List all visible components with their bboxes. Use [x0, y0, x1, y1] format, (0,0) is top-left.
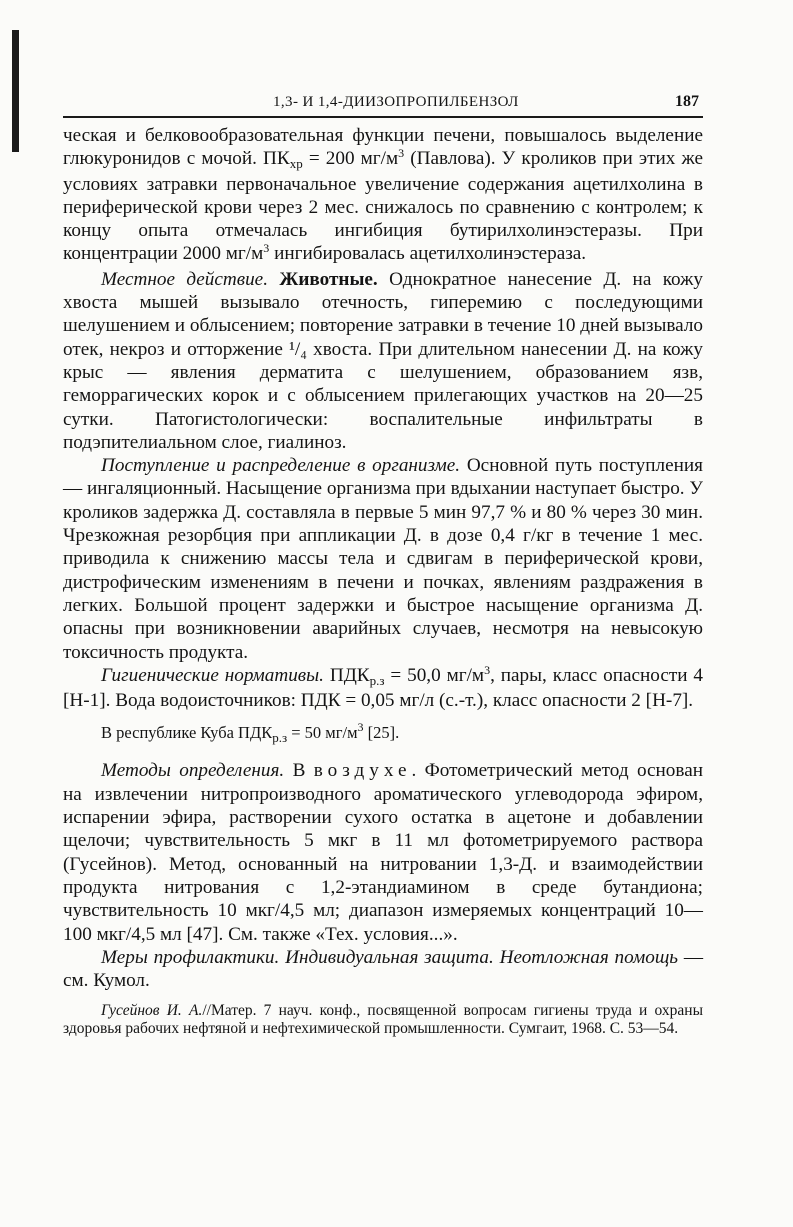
- scan-margin-mark: [12, 30, 19, 152]
- cuba-note: В республике Куба $ПДК_{р.з} = 50$ $мг/м^3$ [25].: [101, 720, 400, 746]
- running-title: 1,3- И 1,4-ДИИЗОПРОПИЛБЕНЗОЛ: [273, 94, 519, 110]
- reference-author: Гусейнов И. А.: [101, 1002, 203, 1020]
- references: [63, 1002, 703, 1037]
- page-number: 187: [675, 93, 699, 110]
- section-heading: Поступление и распределение в организме.: [101, 455, 461, 477]
- paragraph-toxicity-continued: ческая и белковообразовательная функции печени, повышалось выделение глюкуронидов с мочой. $ПК_{хр} = 200$ $мг/м^3$ (Павлова). У кроликов при этих же условиях затравки первоначальное увеличение содержания ацетилхолина в периферической крови через 2 мес. снижалось по сравнению с контролем; к концу опыта отмечалась ингибиция бутирилхолинэстеразы. При концентрации 2000 $мг/м^3$ ингибировалась ацетилхолинэстераза.: [63, 125, 703, 265]
- reference-text: //Матер. 7 науч. конф., посвященной вопросам гигиены труда и охраны здоровья рабочих нефтяной и нефтехимической промышленности. Сумгаит, 1968. С. 53—54.: [63, 1002, 704, 1037]
- section-heading: Гигиенические нормативы.: [101, 664, 324, 686]
- book-page: [63, 93, 703, 1037]
- paragraph-methods: Методы определения. В воздухе. Фотометрический метод основан на извлечении нитропроизводного ароматического углеводорода эфиром, испарении эфира, растворении сухого остатка в ацетоне и добавлении щелочи; чувствительность 5 мкг в 11 мл фотометрируемого раствора (Гусейнов). Метод, основанный на нитровании 1,3-Д. и взаимодействии продукта нитрования с 1,2-этандиамином в среде бутандиона; чувствительность 10 мкг/4,5 мл; диапазон измеряемых концентраций 10—100 мкг/4,5 мл [47]. См. также «Тех. условия...».: [63, 760, 703, 945]
- paragraph-prevention: Меры профилактики. Индивидуальная защита. Неотложная помощь — см. Кумол.: [63, 946, 704, 992]
- paragraph-local-action: Местное действие. Животные. Однократное нанесение Д. на кожу хвоста мышей вызывало отечность, гиперемию с последующими шелушением и облысением; повторение затравки в течение 10 дней вызывало отек, некроз и отторжение ¹/₄ хвоста. При длительном нанесении Д. на кожу крыс — явления дерматита с шелушением, образованием язв, геморрагических корок и с облысением прилегающих участков на 20—25 сутки. Патогистологически: воспалительные инфильтраты в подэпителиальном слое, гиалиноз.: [63, 268, 704, 453]
- section-heading: Методы определения.: [101, 760, 285, 782]
- section-heading: Меры профилактики. Индивидуальная защита. Неотложная помощь: [101, 946, 679, 968]
- running-header: [63, 93, 703, 118]
- article-body: [63, 124, 703, 992]
- paragraph-distribution: Поступление и распределение в организме. Основной путь поступления — ингаляционный. Насыщение организма при вдыхании наступает быстро. У кроликов задержка Д. составляла в первые 5 мин 97,7 % и 80 % через 30 мин. Чрезкожная резорбция при аппликации Д. в дозе 0,4 г/кг в течение 1 мес. приводила к снижению массы тела и сдвигам в периферической крови, дистрофическим изменениям в печени и почках, явлениям раздражения в легких. Большой процент задержки и быстрое насыщение организма Д. опасны при возникновении аварийных случаев, несмотря на невысокую токсичность продукта.: [63, 455, 703, 663]
- paragraph-hygienic-norms: Гигиенические нормативы. $ПДК_{р.з} = 50,0$ $мг/м^3$, пары, класс опасности 4 [Н-1]. Вода водоисточников: ПДК = 0,05 мг/л (с.-т.), класс опасности 2 [Н-7].: [63, 662, 703, 712]
- section-heading: Местное действие.: [101, 268, 268, 290]
